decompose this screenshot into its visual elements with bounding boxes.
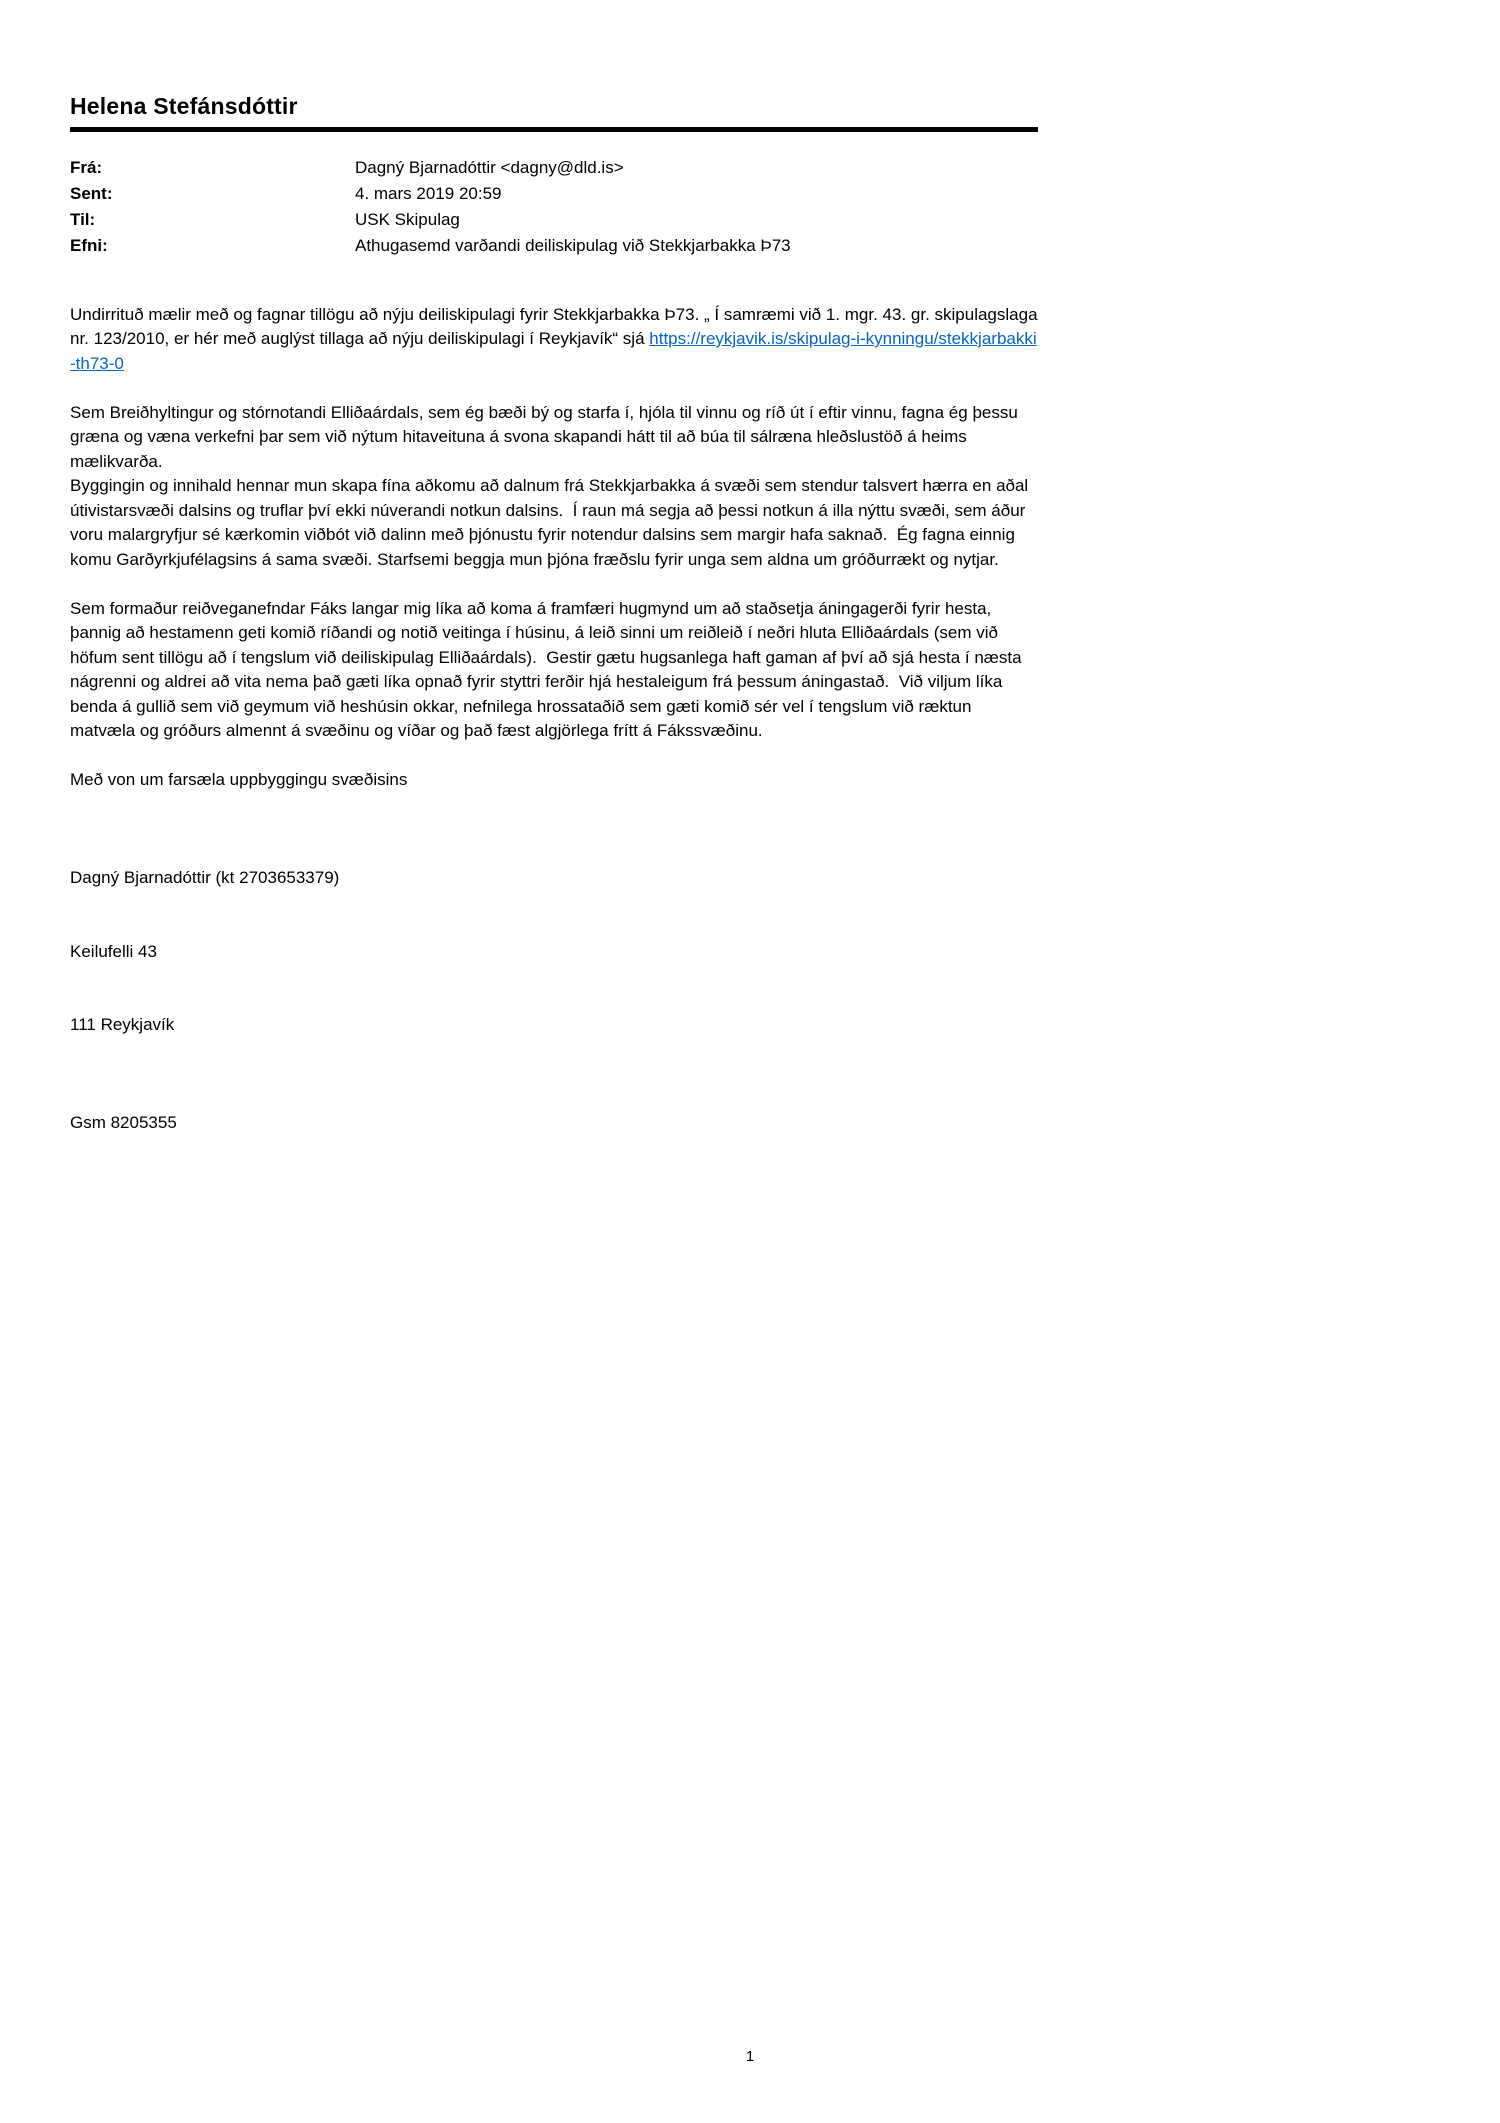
body-paragraph-2b: Byggingin og innihald hennar mun skapa fína aðkomu að dalnum frá Stekkjarbakka á svæði sem stendur talsvert hærra en aðal útivistarsvæði dalsins og truflar því ekki núverandi notkun dalsins. Í raun má segja að þessi notkun á illa nýttu svæði, sem áður voru malargryfjur sé kærkomin viðbót við dalinn með þjónustu fyrir notendur dalsins sem margir hafa saknað. Ég fagna einnig komu Garðyrkjufélagsins á sama svæði. Starfsemi beggja mun þjóna fræðslu fyrir unga sem aldna um gróðurrækt og nytjar. <box>70 476 1033 569</box>
recipient-name-heading: Helena Stefánsdóttir <box>70 93 298 119</box>
body-paragraph-2a: Sem Breiðhyltingur og stórnotandi Elliðaárdals, sem ég bæði bý og starfa í, hjóla til vinnu og ríð út í eftir vinnu, fagna ég þessu græna og væna verkefni þar sem við nýtum hitaveituna á svona skapandi hátt til að búa til sálræna hleðslustöð á heims mælikvarða. <box>70 402 1023 471</box>
meta-value-sent: 4. mars 2019 20:59 <box>355 183 502 203</box>
skipulag-hyperlink[interactable]: https://reykjavik.is/skipulag-i-kynningu/stekkjarbakki-th73-0 <box>70 329 1037 373</box>
body-paragraph-intro <box>70 303 1043 377</box>
meta-label-subject: Efni: <box>70 235 108 255</box>
meta-value-from: Dagný Bjarnadóttir <dagny@dld.is> <box>355 157 624 177</box>
meta-value-subject: Athugasemd varðandi deiliskipulag við Stekkjarbakka Þ73 <box>355 235 791 255</box>
meta-label-to: Til: <box>70 209 96 229</box>
meta-value-to: USK Skipulag <box>355 209 460 229</box>
meta-row-from <box>70 155 1038 181</box>
meta-label-from: Frá: <box>70 157 103 177</box>
signature-address-street: Keilufelli 43 <box>70 941 157 961</box>
meta-label-sent: Sent: <box>70 183 113 203</box>
page-number: 1 <box>745 2048 755 2065</box>
email-body <box>70 303 1043 1136</box>
meta-row-sent <box>70 181 1038 207</box>
signature-name: Dagný Bjarnadóttir (kt 2703653379) <box>70 868 340 888</box>
meta-row-subject <box>70 233 1038 259</box>
intro-text: Undirrituð mælir með og fagnar tillögu að nýju deiliskipulagi fyrir Stekkjarbakka Þ73. „ Í samræmi við 1. mgr. 43. gr. skipulagslaga nr. 123/2010, er hér með auglýst tillaga að nýju deiliskipulagi í Reykjavík“ sjá <box>70 304 1043 349</box>
closing-line: Með von um farsæla uppbyggingu svæðisins <box>70 770 408 790</box>
signature-block <box>70 817 1038 1087</box>
signature-address-city: 111 Reykjavík <box>70 1015 175 1035</box>
meta-row-to <box>70 207 1038 233</box>
header-rule <box>70 127 1038 132</box>
body-paragraph-3: Sem formaður reiðveganefndar Fáks langar mig líka að koma á framfæri hugmynd um að staðsetja áningagerði fyrir hesta, þannig að hestamenn geti komið ríðandi og notið veitinga í húsinu, á leið sinni um reiðleið í neðri hluta Elliðaárdals (sem við höfum sent tillögu að í tengslum við deiliskipulag Elliðaárdals). Gestir gætu hugsanlega haft gaman af því að sjá hesta í næsta nágrenni og aldrei að vita nema það gæti líka opnað fyrir styttri ferðir hjá hestaleigum frá þessum áningastað. Við viljum líka benda á gullið sem við geymum við heshúsin okkar, nefnilega hrossataðið sem gæti komið sér vel í tengslum við ræktun matvæla og gróðurs almennt á svæðinu og víðar og það fæst algjörlega frítt á Fákssvæðinu. <box>70 598 1027 741</box>
email-meta-header <box>70 155 1038 259</box>
document-content <box>70 93 1043 1160</box>
signature-phone: Gsm 8205355 <box>70 1113 177 1133</box>
